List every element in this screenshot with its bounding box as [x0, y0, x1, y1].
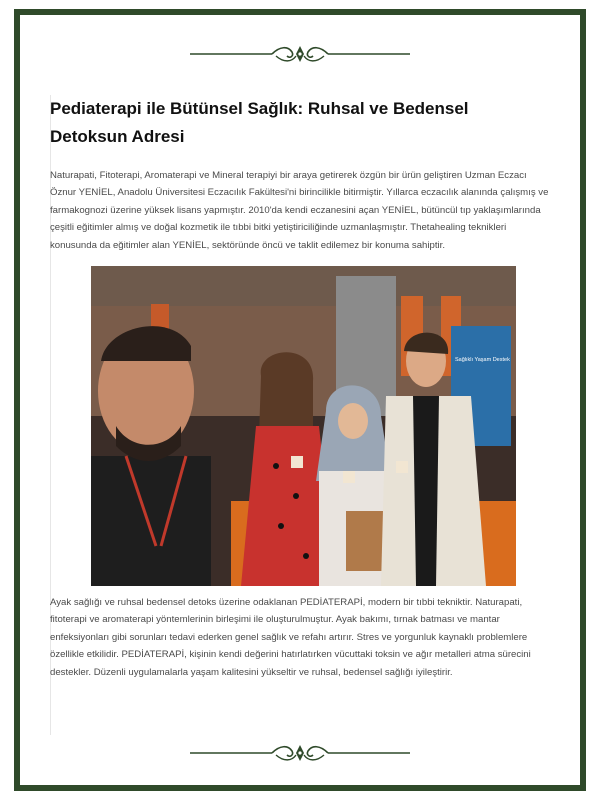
article-intro-paragraph: Naturapati, Fitoterapi, Aromaterapi ve Mineral terapiyi bir araya getirerek özgün bir ürün geliştiren Uzman Eczacı Öznur YENİEL, Anadolu Üniversitesi Eczacılık Fakültesi'ni birincilikle bitirmiştir. Yıllarca eczacılık alanında çalışmış ve farmakognozi üzerine yüksek lisans yapmıştır. 2010'da kendi eczanesini açan YENİEL, bütüncül tıp yaklaşımlarında çeşitli eğitimler almış ve doğal kozmetik ile tıbbi bitki yetiştiriciliğinde uzmanlaşmıştır. Thetahealing teknikleri konusunda da eğitimler alan YENİEL, sektöründe öncü ve taklit edilemez bir konuma sahiptir. [50, 170, 549, 251]
banner-text: Sağlıklı Yaşam Destek [455, 357, 510, 364]
article [50, 95, 550, 681]
page-frame [14, 9, 586, 791]
article-body-paragraph: Ayak sağlığı ve ruhsal bedensel detoks üzerine odaklanan PEDİATERAPİ, modern bir tıbbi tekniktir. Naturapati, fitoterapi ve aromaterapi yöntemlerinin birleşimi ile oluşturulmuştur. Ayak bakımı, tırnak batması ve mantar enfeksiyonları gibi sorunları tedavi ederken genel sağlık ve refahı artırır. Stres ve yorgunluk kaynaklı problemlere özellikle etkilidir. PEDİATERAPİ, kişinin kendi değerini hatırlatırken vücuttaki toksin ve ağır metalleri atma sürecini destekler. Düzenli uygulamalarla yaşam kalitesini yükseltir ve ruhsal, bedensel sağlığı iyileştirir. [50, 597, 531, 678]
bottom-flourish-divider-icon [20, 742, 580, 764]
article-photo [91, 266, 516, 586]
article-title: Pediaterapi ile Bütünsel Sağlık: Ruhsal ve Bedensel Detoksun Adresi [50, 99, 469, 146]
top-flourish-divider-icon [20, 43, 580, 65]
